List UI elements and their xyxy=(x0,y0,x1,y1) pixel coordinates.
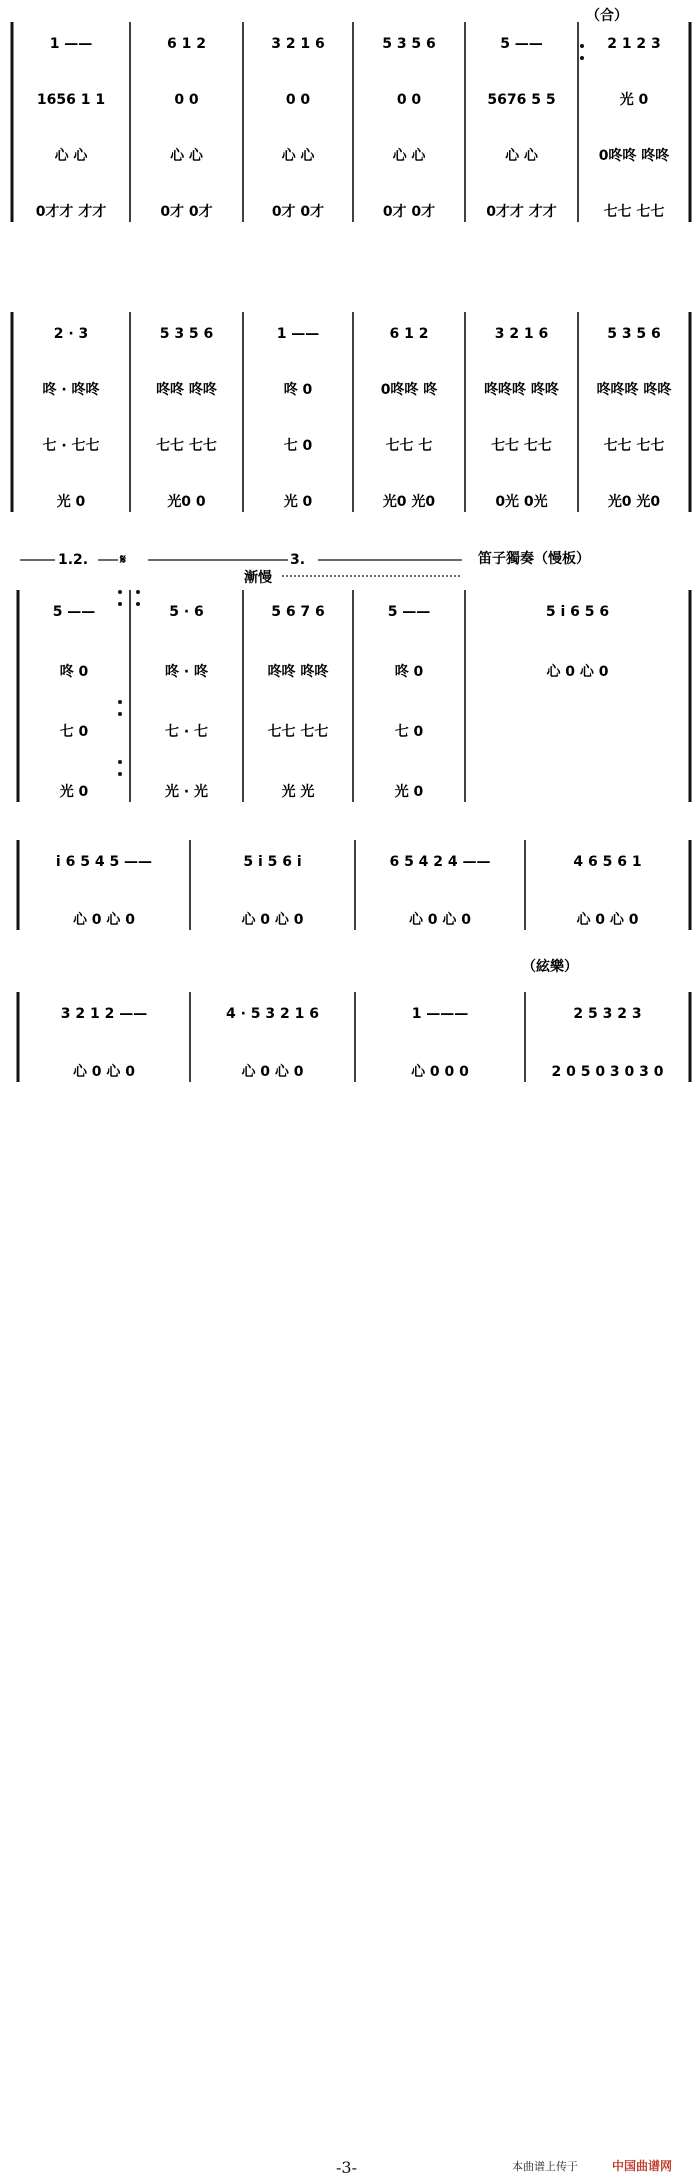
measure-cell: 心 心 xyxy=(505,148,538,164)
system-2 xyxy=(12,312,690,514)
measure-cell: 5 · 6 xyxy=(169,604,204,620)
annotation-dizi-solo: 笛子獨奏（慢板） xyxy=(478,551,590,567)
measure-cell: 5 6 7 6 xyxy=(271,604,325,620)
measure-cell: 0 0 xyxy=(285,92,311,108)
measure-cell: 光 · 光 xyxy=(164,784,209,800)
measure-cell: 1 —— xyxy=(49,36,93,52)
measure-cell: 0咚咚 咚咚 xyxy=(598,148,670,164)
measure-cell: 5676 5 5 xyxy=(487,92,556,108)
measure-cell: 4 6 5 6 1 xyxy=(573,854,642,870)
measure-cell: 光 0 xyxy=(283,494,313,510)
volta-brackets xyxy=(20,552,462,576)
measure-cell: 心 心 xyxy=(54,148,88,164)
system-1 xyxy=(12,22,690,224)
measure-cell: 心 0 心 0 xyxy=(241,1064,304,1080)
measure-cell: 5 3 5 6 xyxy=(607,326,661,342)
measure-cell: 咚咚 咚咚 xyxy=(267,664,329,680)
measure-cell: 心 0 0 0 xyxy=(411,1064,469,1080)
measure-cell: 七七 七 xyxy=(385,438,433,454)
measure-cell: 5 3 5 6 xyxy=(382,36,436,52)
measure-cell: 光0 光0 xyxy=(607,494,661,510)
measure-cell: 5 3 5 6 xyxy=(159,326,214,342)
measure-cell: 咚 0 xyxy=(394,664,424,680)
measure-cell: 咚 0 xyxy=(59,664,89,680)
measure-cell: 0光 0光 xyxy=(495,494,548,510)
measure-cell: 1656 1 1 xyxy=(36,92,106,108)
annotation-xianyue: （絃樂） xyxy=(522,959,578,975)
measure-cell: 心 0 心 0 xyxy=(72,1064,136,1080)
measure-cell: 0才 0才 xyxy=(382,204,436,220)
measure-cell: 七 · 七七 xyxy=(42,438,100,454)
measure-cell: 1 ——— xyxy=(411,1006,469,1022)
annotation-jianman: 漸慢 xyxy=(244,570,272,586)
segno-sign: 𝄋 xyxy=(120,552,127,568)
measure-cell: 5 —— xyxy=(52,604,96,620)
measure-cell: 0咚咚 咚 xyxy=(380,382,438,398)
measure-cell: i 6 5 4 5 —— xyxy=(55,854,153,870)
measure-cell: 七七 七七 xyxy=(156,438,217,454)
measure-cell: 咚 0 xyxy=(283,382,313,398)
measure-cell: 2 5 3 2 3 xyxy=(573,1006,642,1022)
system-4 xyxy=(18,840,690,932)
measure-cell: 咚 · 咚咚 xyxy=(42,382,100,398)
measure-cell: 3 2 1 6 xyxy=(494,326,549,342)
measure-cell: 5 —— xyxy=(500,36,543,52)
measure-cell: 光 0 xyxy=(56,494,86,510)
measure-cell: 2 · 3 xyxy=(53,326,89,342)
measure-cell: 光 0 xyxy=(59,784,89,800)
measure-cell: 6 1 2 xyxy=(167,36,206,52)
measure-cell: 3 2 1 2 —— xyxy=(60,1006,148,1022)
measure-cell: 七七 七七 xyxy=(603,204,665,220)
measure-cell: 咚咚咚 咚咚 xyxy=(596,382,672,398)
measure-cell: 6 1 2 xyxy=(389,326,429,342)
measure-cell: 光0 0 xyxy=(167,494,206,510)
measure-cell: 5 —— xyxy=(387,604,431,620)
measure-cell: 4 · 5 3 2 1 6 xyxy=(225,1006,320,1022)
measure-cell: 0才才 才才 xyxy=(35,204,107,220)
measure-cell: 咚咚 咚咚 xyxy=(156,382,217,398)
measure-cell: 七七 七七 xyxy=(491,438,552,454)
page-footer xyxy=(0,1078,700,2177)
site-logo: 中国曲谱网 xyxy=(612,2159,673,2173)
measure-cell: 0才才 才才 xyxy=(486,204,557,220)
measure-cell: 心 0 心 0 xyxy=(546,664,609,680)
measure-cell: 心 心 xyxy=(281,148,315,164)
measure-cell: 七七 七七 xyxy=(267,724,329,740)
measure-cell: 1 —— xyxy=(276,326,320,342)
measure-cell: 七七 七七 xyxy=(603,438,665,454)
annotation-he: （合） xyxy=(586,8,628,24)
measure-cell: 七 0 xyxy=(394,724,424,740)
measure-cell: 3 2 1 6 xyxy=(271,36,325,52)
measure-cell: 5 i 5 6 i xyxy=(243,854,302,870)
measure-cell: 七 · 七 xyxy=(164,724,209,740)
measure-cell: 咚咚咚 咚咚 xyxy=(484,382,559,398)
measure-cell: 心 0 心 0 xyxy=(241,912,304,928)
volta-third: 3. xyxy=(290,552,306,568)
measure-cell: 心 心 xyxy=(392,148,426,164)
measure-cell: 七 0 xyxy=(283,438,313,454)
measure-cell: 6 5 4 2 4 —— xyxy=(389,854,491,870)
measure-cell: 0才 0才 xyxy=(160,204,213,220)
measure-cell: 0 0 xyxy=(174,92,199,108)
measure-cell: 咚 · 咚 xyxy=(164,664,209,680)
measure-cell: 心 0 心 0 xyxy=(408,912,472,928)
measure-cell: 光 0 xyxy=(394,784,424,800)
measure-cell: 光 光 xyxy=(281,784,315,800)
upload-note: 本曲谱上传于 xyxy=(512,2160,578,2173)
measure-cell: 光0 光0 xyxy=(382,494,436,510)
measure-cell: 2 0 5 0 3 0 3 0 xyxy=(551,1064,664,1080)
measure-cell: 2 1 2 3 xyxy=(607,36,661,52)
measure-cell: 心 0 心 0 xyxy=(72,912,136,928)
measure-cell: 0 0 xyxy=(396,92,422,108)
system-5 xyxy=(18,992,690,1084)
system-3 xyxy=(18,590,690,804)
volta-first-second: 1.2. xyxy=(58,552,89,568)
measure-cell: 5 i 6 5 6 xyxy=(545,604,610,620)
measure-cell: 心 心 xyxy=(170,148,203,164)
measure-cell: 光 0 xyxy=(619,92,649,108)
measure-cell: 七 0 xyxy=(59,724,89,740)
measure-cell: 心 0 心 0 xyxy=(576,912,639,928)
page-number: -3- xyxy=(336,2158,357,2177)
measure-cell: 0才 0才 xyxy=(271,204,325,220)
